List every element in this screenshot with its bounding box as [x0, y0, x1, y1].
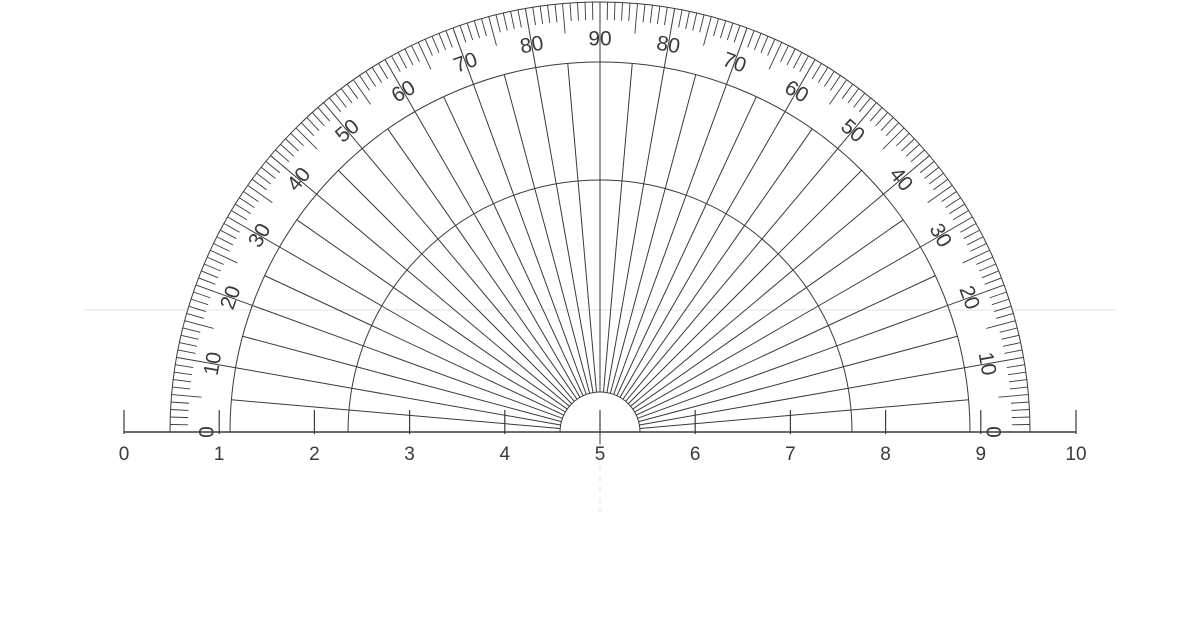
degree-tick	[986, 321, 1015, 329]
degree-tick	[994, 306, 1011, 311]
degree-tick	[172, 387, 190, 389]
degree-label: 0	[981, 426, 1005, 438]
degree-tick	[170, 417, 188, 418]
degree-spoke	[837, 305, 948, 345]
degree-tick	[920, 161, 934, 172]
ruler-label: 3	[404, 444, 415, 465]
degree-tick	[341, 89, 352, 103]
ruler-label: 8	[880, 444, 891, 465]
degree-tick	[185, 321, 214, 329]
degree-tick	[990, 292, 1007, 298]
ruler-labels	[119, 444, 1087, 465]
degree-tick	[183, 328, 200, 332]
degree-spoke	[793, 194, 883, 270]
degree-tick	[635, 4, 638, 34]
ruler-label: 5	[594, 444, 606, 465]
degree-tick	[481, 19, 486, 36]
degree-tick	[976, 257, 992, 264]
degree-spoke-inner	[438, 239, 574, 401]
degree-tick	[405, 49, 413, 65]
degree-spoke	[843, 336, 957, 367]
degree-tick	[1011, 402, 1029, 403]
degree-spoke	[280, 247, 382, 306]
degree-tick	[171, 410, 189, 411]
degree-spoke	[806, 220, 903, 288]
degree-tick	[548, 5, 550, 23]
degree-spoke-inner	[620, 214, 726, 398]
degree-spoke	[726, 112, 785, 214]
degree-tick	[275, 150, 289, 162]
degree-tick	[793, 52, 801, 68]
protractor-body	[84, 2, 1116, 512]
degree-tick	[848, 89, 859, 103]
degree-tick	[291, 133, 304, 146]
degree-tick	[412, 46, 420, 62]
degree-spoke	[388, 129, 456, 226]
degree-tick	[679, 10, 682, 28]
degree-tick	[985, 278, 1002, 284]
degree-spoke	[473, 84, 513, 195]
degree-tick	[366, 71, 376, 86]
degree-tick	[329, 98, 340, 112]
degree-tick	[886, 123, 899, 136]
degree-tick	[693, 13, 697, 31]
degree-tick	[570, 3, 571, 21]
degree-spoke-inner	[382, 306, 566, 412]
degree-tick	[312, 112, 324, 125]
degree-label: 70	[450, 47, 481, 78]
ruler-label: 7	[785, 444, 796, 465]
degree-tick	[970, 244, 986, 252]
degree-tick	[191, 299, 208, 305]
degree-tick	[446, 31, 452, 48]
degree-tick	[398, 52, 406, 68]
degree-tick	[881, 118, 893, 131]
degree-tick	[928, 185, 953, 202]
degree-tick	[178, 350, 196, 353]
degree-tick	[518, 10, 521, 28]
degree-label: 40	[282, 163, 316, 196]
degree-spoke	[818, 247, 920, 306]
degree-tick	[392, 56, 401, 72]
degree-label: 90	[588, 27, 612, 51]
degree-tick	[812, 63, 821, 78]
degree-tick	[1011, 410, 1029, 411]
degree-tick	[474, 21, 479, 38]
degree-tick	[992, 299, 1009, 305]
degree-label: 30	[243, 219, 276, 252]
degree-label: 80	[518, 31, 546, 59]
degree-tick	[1012, 417, 1030, 418]
degree-tick	[266, 161, 280, 172]
degree-tick	[781, 46, 789, 62]
degree-spoke	[317, 194, 407, 270]
degree-tick	[946, 198, 961, 208]
degree-tick	[754, 33, 761, 50]
degree-spoke	[231, 400, 349, 410]
degree-tick	[432, 36, 439, 53]
degree-spoke	[644, 68, 664, 184]
degree-tick	[347, 84, 358, 99]
degree-tick	[859, 98, 870, 112]
degree-tick	[439, 33, 446, 50]
degree-tick	[818, 67, 828, 82]
degree-tick	[953, 211, 968, 220]
degree-tick	[720, 21, 725, 38]
degree-tick	[979, 264, 996, 271]
degree-tick	[727, 23, 733, 40]
degree-tick	[769, 42, 782, 69]
degree-spoke	[536, 68, 556, 184]
ruler-label: 9	[975, 444, 987, 465]
degree-tick	[700, 15, 704, 32]
degree-tick	[982, 271, 999, 278]
degree-tick	[870, 107, 882, 121]
degree-tick	[1000, 328, 1017, 332]
degree-label: 80	[654, 31, 682, 59]
degree-spoke	[504, 75, 535, 189]
degree-tick	[1010, 387, 1028, 389]
degree-tick	[511, 11, 515, 29]
degree-tick	[842, 84, 853, 99]
degree-tick	[830, 76, 840, 91]
ruler-label: 1	[213, 444, 225, 465]
degree-tick	[220, 230, 236, 238]
degree-tick	[800, 56, 809, 72]
degree-tick	[301, 123, 314, 136]
degree-tick	[353, 80, 370, 105]
degree-spoke	[568, 63, 578, 181]
degree-tick	[1007, 365, 1025, 368]
degree-label: 10	[199, 350, 227, 378]
degree-spoke	[252, 305, 363, 345]
degree-tick	[933, 179, 948, 190]
degree-tick	[296, 128, 317, 149]
degree-tick	[1003, 343, 1021, 347]
degree-spoke	[745, 129, 813, 226]
degree-tick	[335, 93, 346, 107]
degree-spoke	[297, 220, 394, 288]
degree-spoke	[851, 400, 969, 410]
degree-tick	[622, 3, 623, 21]
degree-tick	[201, 271, 218, 278]
degree-tick	[189, 306, 206, 311]
degree-tick	[193, 292, 210, 298]
degree-tick	[714, 19, 719, 36]
degree-tick	[171, 402, 189, 403]
degree-tick	[252, 179, 267, 190]
degree-tick	[235, 204, 250, 214]
center-crosshair	[588, 420, 612, 444]
degree-tick	[172, 395, 202, 398]
degree-tick	[686, 11, 690, 29]
degree-tick	[824, 71, 834, 86]
degree-tick	[896, 133, 909, 146]
degree-tick	[734, 25, 740, 42]
degree-tick	[173, 380, 191, 382]
degree-tick	[650, 5, 652, 23]
degree-tick	[181, 335, 199, 339]
degree-label: 20	[215, 282, 246, 313]
degree-label: 40	[884, 163, 918, 196]
degree-tick	[318, 107, 330, 121]
degree-label: 30	[924, 219, 957, 252]
degree-spoke	[444, 97, 494, 204]
degree-spoke	[686, 84, 726, 195]
degree-label: 10	[973, 350, 1001, 378]
degree-tick	[761, 36, 768, 53]
degree-tick	[960, 224, 976, 233]
degree-tick	[257, 173, 271, 184]
degree-tick	[496, 15, 500, 32]
degree-tick	[1009, 380, 1027, 382]
degree-tick	[854, 93, 865, 107]
degree-tick	[379, 63, 388, 78]
degree-tick	[876, 112, 888, 125]
degree-spokes	[231, 62, 968, 429]
degree-label: 0	[195, 426, 219, 438]
degree-tick	[224, 224, 240, 233]
degree-tick	[925, 167, 939, 178]
ruler-label: 6	[689, 444, 701, 465]
degree-spoke	[778, 170, 861, 253]
degree-tick	[187, 313, 204, 318]
degree-tick	[967, 237, 983, 245]
degree-tick	[467, 23, 473, 40]
degree-tick	[503, 13, 507, 31]
degree-tick	[629, 3, 630, 21]
degree-tick	[1008, 372, 1026, 375]
degree-spoke-inner	[422, 254, 572, 404]
degree-tick	[239, 198, 254, 208]
degree-tick	[1004, 350, 1022, 353]
degree-spoke	[665, 75, 696, 189]
degree-tick	[372, 67, 382, 82]
degree-tick	[657, 6, 660, 24]
degree-tick	[286, 139, 299, 151]
degree-tick	[207, 257, 223, 264]
degree-tick	[585, 2, 586, 20]
degree-spoke	[243, 336, 357, 367]
ruler-label: 0	[118, 444, 130, 465]
degree-tick	[231, 211, 246, 220]
degree-tick	[418, 42, 431, 69]
ruler-label: 2	[309, 444, 320, 465]
degree-tick	[996, 313, 1013, 318]
degree-tick	[748, 31, 754, 48]
degree-spoke-inner	[635, 306, 819, 412]
degree-label: 50	[331, 114, 364, 148]
degree-spoke	[707, 97, 757, 204]
degree-tick	[643, 4, 645, 22]
degree-tick	[901, 139, 914, 151]
degree-tick	[906, 144, 919, 156]
degree-tick	[280, 144, 293, 156]
degree-tick	[425, 39, 432, 55]
degree-spoke	[362, 149, 438, 239]
degree-label: 50	[836, 114, 869, 148]
degree-tick	[998, 395, 1028, 398]
degree-label: 60	[780, 75, 813, 108]
degree-tick	[768, 39, 775, 55]
degree-tick	[555, 4, 557, 22]
degree-tick	[578, 3, 579, 21]
degree-tick	[199, 278, 216, 284]
degree-spoke	[762, 149, 838, 239]
degree-spoke	[415, 112, 474, 214]
degree-tick	[248, 185, 273, 202]
degree-spoke-inner	[626, 239, 762, 401]
degree-tick	[664, 7, 667, 25]
degree-tick	[942, 192, 957, 202]
degree-tick	[614, 2, 615, 20]
degree-tick	[210, 250, 237, 263]
degree-tick	[1001, 335, 1019, 339]
degree-spoke	[828, 276, 935, 326]
degree-tick	[204, 264, 221, 271]
degree-tick	[787, 49, 795, 65]
degree-tick	[911, 150, 925, 162]
degree-spoke-inner	[631, 270, 793, 406]
degree-tick	[964, 230, 980, 238]
degree-spoke	[338, 170, 421, 253]
degree-spoke	[848, 368, 964, 388]
degree-label: 20	[954, 282, 985, 313]
degree-spoke	[236, 368, 352, 388]
degree-tick	[533, 7, 536, 25]
ruler-label: 10	[1065, 444, 1087, 465]
degree-spoke-inner	[407, 270, 569, 406]
degree-tick	[949, 204, 964, 214]
degree-spoke	[265, 276, 372, 326]
degree-tick	[489, 17, 497, 46]
degree-tick	[214, 244, 230, 252]
degree-tick	[829, 80, 846, 105]
degree-spoke	[622, 63, 632, 181]
degree-tick	[460, 25, 466, 42]
degree-tick	[244, 192, 259, 202]
degree-tick	[883, 128, 904, 149]
degree-spoke-inner	[628, 254, 778, 404]
degree-tick	[217, 237, 233, 245]
degree-tick	[563, 4, 566, 34]
degree-tick	[360, 76, 370, 91]
degree-tick	[175, 365, 193, 368]
degree-tick	[261, 167, 275, 178]
degree-tick	[174, 372, 192, 375]
degree-label: 70	[719, 47, 750, 78]
degree-spoke-inner	[474, 214, 580, 398]
ruler-label: 4	[499, 444, 511, 465]
degree-label: 60	[387, 75, 420, 108]
degree-tick	[307, 118, 319, 131]
degree-tick	[540, 6, 543, 24]
degree-tick	[963, 250, 990, 263]
degree-tick	[929, 173, 943, 184]
degree-tick	[704, 17, 712, 46]
degree-tick	[179, 343, 197, 347]
